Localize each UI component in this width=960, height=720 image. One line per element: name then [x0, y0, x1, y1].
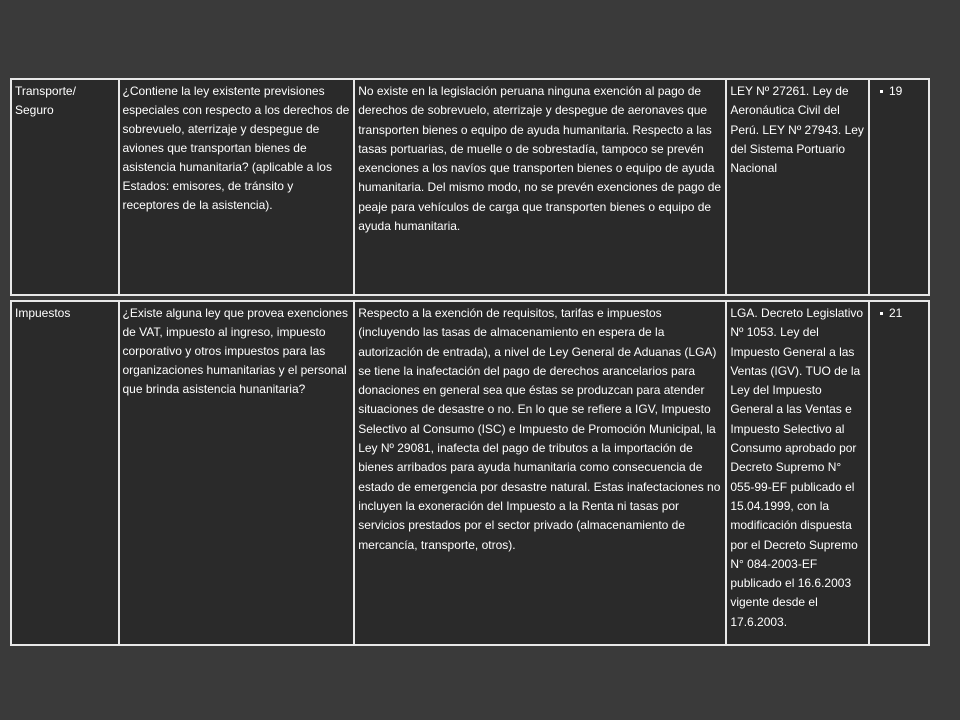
- topic-cell: [11, 301, 119, 645]
- question-cell: [119, 301, 355, 645]
- topic-text: Transporte/ Seguro: [15, 84, 76, 117]
- law-text: LGA. Decreto Legislativo Nº 1053. Ley del Impuesto General a las Ventas (IGV). TUO de la Ley del Impuesto General a las Ventas e Impuesto Selectivo al Consumo aprobado por Decreto Supremo N° 055-99-EF publicado el 15.04.1999, con la modificación dispuesta por el Decreto Supremo N° 084-2003-EF publicado el 16.6.2003 vigente desde el 17.6.2003.: [730, 306, 864, 629]
- answer-text: Respecto a la exención de requisitos, tarifas e impuestos (incluyendo las tasas de almacenamiento en espera de la autorización de entrada), a nivel de Ley General de Aduanas (LGA) se tiene la inafectación del pago de derechos arancelarios para donaciones en general sea que éstas se produzcan para atender situaciones de desastre o no. En lo que se refiere a IGV, Impuesto Selectivo al Consumo (ISC) e Impuesto de Promoción Municipal, la Ley Nº 29081, inafecta del pago de tributos a la importación de bienes arribados para ayuda humanitaria como consecuencia de estado de emergencia por desastre natural. Estas inafectaciones no incluyen la exoneración del Impuesto a la Renta ni tasas por servicios prestados por el sector privado (almacenamiento de mercancía, transporte, otros).: [358, 306, 721, 552]
- question-cell: [119, 79, 355, 295]
- table-row: [11, 79, 929, 295]
- page-number: 19: [889, 84, 903, 98]
- question-text: ¿Existe alguna ley que provea exenciones de VAT, impuesto al ingreso, impuesto corporativo y otros impuestos para las organizaciones humanitarias y el personal que brinda asistencia hunanitaria?: [122, 306, 348, 396]
- answer-text: No existe en la legislación peruana ninguna exención al pago de derechos de sobrevuelo, aterrizaje y despegue de aeronaves que transporten bienes o equipo de ayuda humanitaria. Respecto a las tasas portuarias, de muelle o de sobrestadía, tampoco se prevén exenciones a los navíos que transporten bienes o equipo de ayuda humanitaria. Del mismo modo, no se prevén exenciones de pago de peaje para vehículos de carga que transporten bienes o equipo de ayuda humanitaria.: [358, 84, 722, 234]
- law-text: LEY Nº 27261. Ley de Aeronáutica Civil del Perú. LEY Nº 27943. Ley del Sistema Portuario Nacional: [730, 84, 864, 176]
- page-number: 21: [889, 306, 903, 320]
- law-cell: [726, 79, 869, 295]
- page-cell: [869, 79, 929, 295]
- page-cell: [869, 301, 929, 645]
- table-row: [11, 301, 929, 645]
- answer-cell: [354, 79, 726, 295]
- bullet-icon: [880, 312, 883, 315]
- topic-text: Impuestos: [15, 306, 71, 320]
- law-cell: [726, 301, 869, 645]
- answer-cell: [354, 301, 726, 645]
- topic-cell: [11, 79, 119, 295]
- question-text: ¿Contiene la ley existente previsiones especiales con respecto a los derechos de sobrevuelo, aterrizaje y despegue de aviones que transportan bienes de asistencia humanitaria? (aplicable a los Estados: emisores, de tránsito y receptores de la asistencia).: [122, 84, 350, 212]
- legal-table: [10, 78, 930, 646]
- bullet-icon: [880, 90, 883, 93]
